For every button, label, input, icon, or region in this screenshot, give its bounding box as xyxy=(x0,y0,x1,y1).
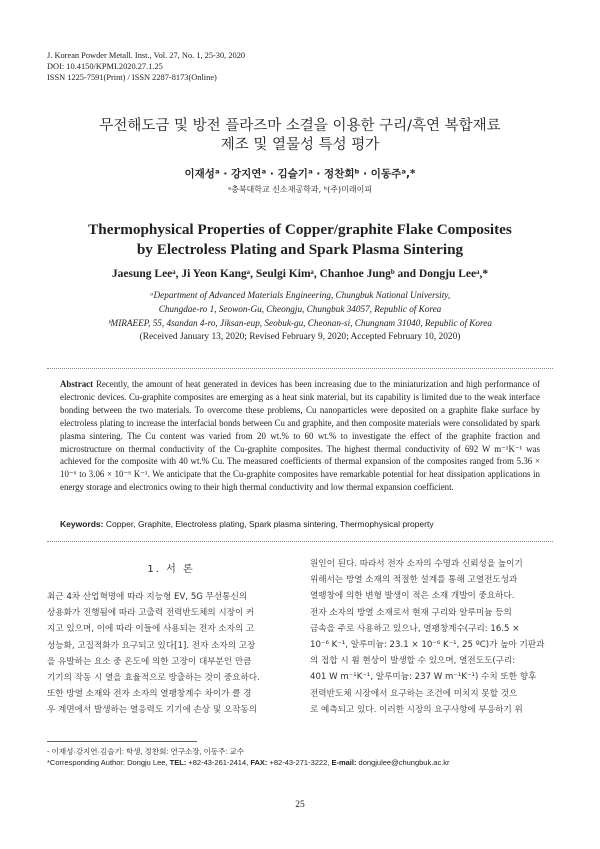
korean-authors: 이재성ᵃ · 강지연ᵃ · 김슬기ᵃ · 정찬회ᵇ · 이동주ᵃ,* xyxy=(184,168,416,180)
keywords-label: Keywords: xyxy=(60,519,104,529)
body-line: 상용화가 진행됨에 따라 고출력 전력반도체의 시장이 커 xyxy=(47,608,255,619)
tel-value: +82-43-261-2414, xyxy=(188,758,249,767)
body-line: 401 W m⁻¹K⁻¹, 알루미늄: 237 W m⁻¹K⁻¹) 수치 또한 향후 xyxy=(310,672,537,683)
tel-label: TEL: xyxy=(169,758,187,767)
body-line: 위해서는 방열 소재의 적절한 설계를 통해 고열전도성과 xyxy=(310,575,518,586)
korean-affiliation: ᵃ충북대학교 신소재공학과, ᵇ(주)미래이피 xyxy=(227,185,373,194)
body-line: 전력반도체 시장에서 요구하는 조건에 미치지 못할 것으 xyxy=(310,688,518,699)
body-line: 기기의 작동 시 열을 효율적으로 방출하는 것이 중요하다. xyxy=(47,673,260,684)
corresponding-label: *Corresponding Author: xyxy=(47,758,125,767)
section-heading: 1. 서 론 xyxy=(147,564,195,575)
email-label: E-mail: xyxy=(331,758,357,767)
body-line: 을 유발하는 요소 중 온도에 의한 고장이 대부분인 만큼 xyxy=(47,656,252,667)
english-affiliation-line2: Chungdae-ro 1, Seowon-Gu, Cheongju, Chungbuk 34057, Republic of Korea xyxy=(158,304,442,314)
body-line: 열팽창에 의한 변형 발생이 적은 소재 개발이 중요하다. xyxy=(310,591,515,602)
body-line: 성능화, 고집적화가 요구되고 있다[1]. 전자 소자의 고장 xyxy=(47,640,256,651)
abstract-text: Recently, the amount of heat generated in devices has been increasing due to the miniaturization and high performance of electronic devices. Cu-graphite composites are emerging as a heat sink material, but its capability is limited due to the weak interface bonding between the two materials. To overcome these problems, Cu nanoparticles were deposited on a graphite flake surface by electroless plating to increase the interfacial bonds between Cu and graphite, and then composite materials were consolidated by spark plasma sintering. The Cu content was varied from 20 wt.% to 60 wt.% to investigate the effect of the graphite fraction and microstructure on thermal conductivity of the Cu-graphite composites. The highest thermal conductivity of 692 W m⁻¹K⁻¹ was achieved for the composite with 40 wt.% Cu. The measured coefficients of thermal expansion of the composites ranged from 5.36 × 10⁻⁶ to 3.06 × 10⁻⁶ K⁻¹. We anticipate that the Cu-graphite composites have remarkable potential for heat dissipation applications in energy storage and electronics owing to their high thermal conductivity and low thermal expansion coefficient. xyxy=(60,379,540,493)
body-column-left xyxy=(47,589,295,719)
footnote-author-roles: - 이재성·강지연·김슬기: 학생, 정찬회: 연구소장, 이동주: 교수 xyxy=(47,747,245,756)
body-line: 10⁻⁶ K⁻¹, 알루미늄: 23.1 × 10⁻⁶ K⁻¹, 25 ºC)가 높아 기판과 xyxy=(310,640,545,651)
email-value[interactable]: dongjulee@chungbuk.ac.kr xyxy=(358,758,450,767)
english-title-line2: by Electroless Plating and Spark Plasma Sintering xyxy=(136,241,464,258)
journal-doi: DOI: 10.4150/KPMI.2020.27.1.25 xyxy=(47,62,163,71)
journal-issn: ISSN 1225-7591(Print) / ISSN 2287-8173(Online) xyxy=(47,73,217,82)
body-line: 금속을 주로 사용하고 있으나, 열팽창계수(구리: 16.5 × xyxy=(310,623,520,634)
footnote-corresponding xyxy=(47,757,557,768)
divider-top xyxy=(47,368,553,369)
english-title-line1: Thermophysical Properties of Copper/graphite Flake Composites xyxy=(88,221,512,238)
body-line: 우 계면에서 발생하는 열응력도 기기에 손상 및 오작동의 xyxy=(47,705,258,716)
keywords xyxy=(60,519,540,529)
abstract xyxy=(60,378,540,494)
journal-citation: J. Korean Powder Metall. Inst., Vol. 27, No. 1, 25-30, 2020 xyxy=(47,51,246,60)
body-line: 로 예측되고 있다. 이러한 시장의 요구사항에 부응하기 위 xyxy=(310,704,523,715)
body-line: 최근 4차 산업혁명에 따라 지능형 EV, 5G 무선통신의 xyxy=(47,592,248,602)
received-dates: (Received January 13, 2020; Revised February 9, 2020; Accepted February 10, 2020) xyxy=(139,332,461,342)
divider-bottom xyxy=(47,541,553,542)
footnotes xyxy=(47,746,557,768)
korean-title-line1: 무전해도금 및 방전 플라즈마 소결을 이용한 구리/흑연 복합재료 xyxy=(99,118,501,134)
body-line: 지고 있으며, 이에 따라 이들에 사용되는 전자 소자의 고 xyxy=(47,624,255,635)
body-line: 전자 소자의 방열 소재로서 현재 구리와 알루미늄 등의 xyxy=(310,607,512,618)
abstract-label: Abstract xyxy=(60,379,94,389)
body-line: 원인이 된다. 따라서 전자 소자의 수명과 신뢰성을 높이기 xyxy=(310,559,523,569)
body-line: 의 접합 시 휨 현상이 발생할 수 있으며, 열전도도(구리: xyxy=(310,656,516,667)
body-line: 또한 방열 소재와 전자 소자의 열팽창계수 차이가 클 경 xyxy=(47,689,252,700)
english-authors: Jaesung Leeᵃ, Ji Yeon Kangᵃ, Seulgi Kimᵃ, Chanhoe Jungᵇ and Dongju Leeᵃ,* xyxy=(111,268,489,280)
footnote-divider xyxy=(47,741,197,742)
fax-label: FAX: xyxy=(250,758,268,767)
journal-info xyxy=(47,50,245,83)
korean-title-line2: 제조 및 열물성 특성 평가 xyxy=(220,137,380,153)
english-affiliation-line3: ᵇMIRAEEP, 55, 4sandan 4-ro, Jiksan-eup, Seobuk-gu, Cheonan-si, Chungnam 31040, Republic of Korea xyxy=(108,318,492,328)
corresponding-name: Dongju Lee, xyxy=(127,758,168,767)
body-column-right xyxy=(310,556,558,718)
page-number: 25 xyxy=(295,800,305,810)
fax-value: +82-43-271-3222, xyxy=(269,758,330,767)
keywords-text: Copper, Graphite, Electroless plating, Spark plasma sintering, Thermophysical property xyxy=(105,519,434,529)
english-affiliation-line1: ᵃDepartment of Advanced Materials Engineering, Chungbuk National University, xyxy=(149,290,451,300)
